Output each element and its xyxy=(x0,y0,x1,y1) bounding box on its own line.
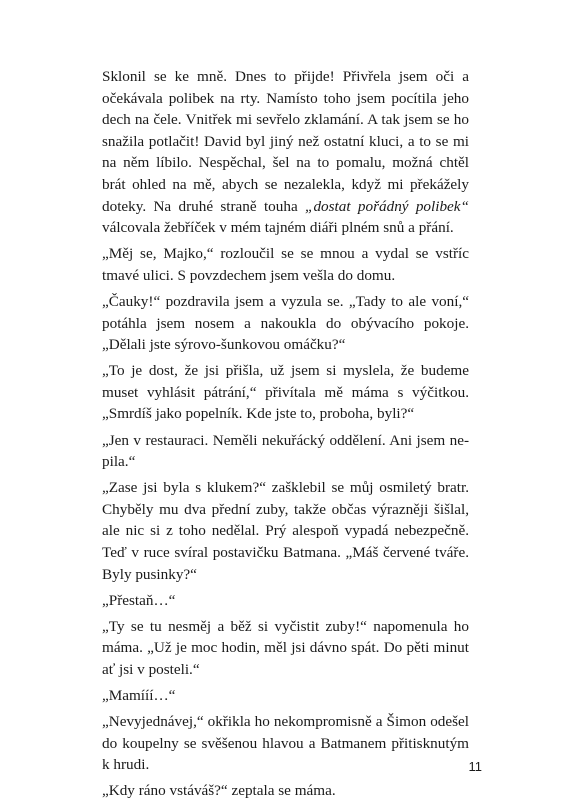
paragraph xyxy=(102,590,469,612)
body-text xyxy=(102,66,469,807)
paragraph xyxy=(102,243,469,286)
paragraph xyxy=(102,711,469,776)
page-number: 11 xyxy=(468,759,482,774)
paragraph-text: válcovala žebříček v mém tajném diáři plném snů a přání. xyxy=(102,219,454,237)
paragraph-text: Sklonil se ke mně. Dnes to přijde! Přivřela jsem oči a očekávala polibek na rty. Namísto toho jsem pocítila jeho dech na čele. Vnitřek mi sevřelo zklamání. A tak jsem se ho snažila potlačit! David byl jiný než ostatní kluci, a to se mi na něm líbilo. Nespěchal, šel na to pomalu, možná chtěl brát ohled na mě, abych se nezalekla, když mi překážely doteky. Na druhé straně touha xyxy=(102,68,469,215)
paragraph-text: „Jen v restauraci. Neměli nekuřácký oddělení. Ani jsem nepila.“ xyxy=(102,431,469,471)
paragraph-text: „Nevyjednávej,“ okřikla ho nekompromisně a Šimon odešel do koupelny se svěšenou hlavou a Batmanem přitisknutým k hrudi. xyxy=(102,713,469,774)
paragraph xyxy=(102,360,469,425)
paragraph-text: „Zase jsi byla s klukem?“ zašklebil se můj osmiletý bratr. Chyběly mu dva přední zuby, takže občas výrazněji šišlal, ale nic si z toho nedělal. Prý alespoň vypadá nebezpečně. Teď v ruce svíral postavičku Batmana. „Máš červené tváře. Byly pusinky?“ xyxy=(102,479,469,583)
paragraph xyxy=(102,780,469,802)
paragraph xyxy=(102,685,469,707)
paragraph xyxy=(102,430,469,473)
paragraph-text: „To je dost, že jsi přišla, už jsem si myslela, že budeme muset vyhlásit pátrání,“ přivítala mě máma s výčitkou. „Smrdíš jako popelník. Kde jste to, proboha, byli?“ xyxy=(102,362,469,423)
paragraph-text: „Čauky!“ pozdravila jsem a vyzula se. „Tady to ale voní,“ potáhla jsem nosem a nakoukla do obývacího pokoje. „Dělali jste sýrovo-šunkovou omáčku?“ xyxy=(102,292,469,354)
paragraph xyxy=(102,66,469,239)
paragraph xyxy=(102,616,469,681)
paragraph-text: „Měj se, Majko,“ rozloučil se se mnou a vydal se vstříc tmavé ulici. S povzdechem jsem vešla do domu. xyxy=(102,245,469,284)
paragraph xyxy=(102,291,469,356)
paragraph-text: „Přestaň…“ xyxy=(102,591,176,609)
paragraph-text: „Mamííí…“ xyxy=(102,687,176,705)
paragraph-text: „Kdy ráno vstáváš?“ zeptala se máma. xyxy=(102,782,336,800)
italic-text: „dostat pořádný polibek“ xyxy=(305,197,469,215)
paragraph-text: „Ty se tu nesměj a běž si vyčistit zuby!“ napomenula ho máma. „Už je moc hodin, měl jsi dávno spát. Do pěti minut ať jsi v posteli.“ xyxy=(102,617,469,678)
paragraph xyxy=(102,477,469,585)
